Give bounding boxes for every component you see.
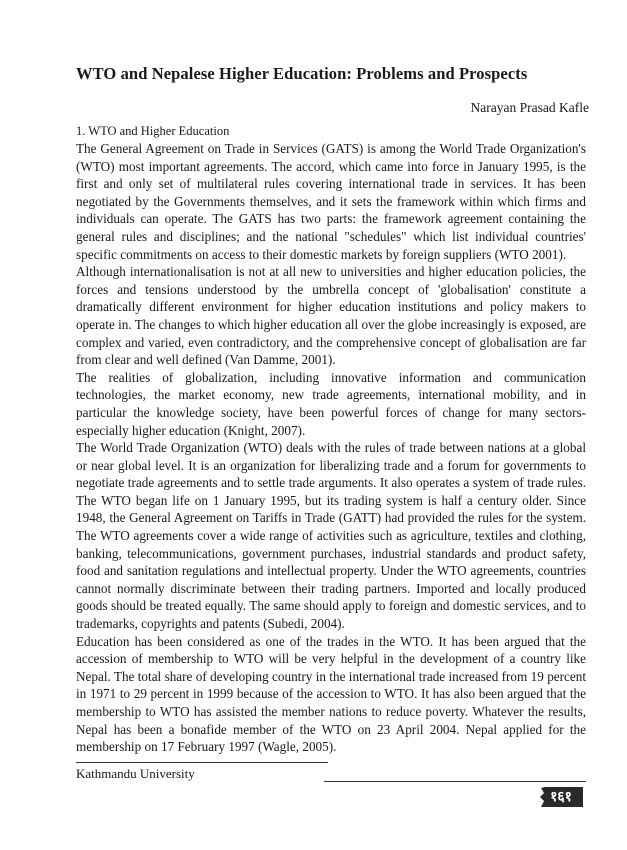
page-number: १६१ (550, 789, 572, 805)
paragraph-internationalisation: Although internationalisation is not at all new to universities and higher education policies, the forces and tensions understood by the umbrella concept of 'globalisation' constitute a dramatically different environment for higher education institutions and policy makers to operate in. The changes to which higher education all over the globe increasingly is exposed, are complex and varied, even contradictory, and the comprehensive concept of globalisation are far from clear and well defined (Van Damme, 2001). (76, 264, 586, 368)
paragraph-globalization: The realities of globalization, including innovative information and communication technologies, the market economy, new trade agreements, international mobility, and in particular the knowledge society, have been powerful forces of change for many sectors-especially higher education (Knight, 2007). (76, 369, 586, 438)
footer-divider-short (76, 762, 328, 763)
section-heading: 1. WTO and Higher Education (76, 124, 230, 138)
paragraph-wto-rules: The World Trade Organization (WTO) deals with the rules of trade between nations at a global or near global level. It is an organization for liberalizing trade and a forum for governments to negotiate trade agreements and to settle trade arguments. It also operates a system of trade rules. The WTO began life on 1 January 1995, but its trading system is half a century older. Since 1948, the General Agreement on Tariffs in Trade (GATT) had provided the rules for the system. The WTO agreements cover a wide range of activities such as agriculture, textiles and clothing, banking, telecommunications, government purchases, industrial standards and product safety, food and sanitation regulations and intellectual property. Under the WTO agreements, countries cannot normally discriminate between their trading partners. Imported and locally produced goods should be treated equally. The same should apply to foreign and domestic services, and to trademarks, copyrights and patents (Subedi, 2004). (76, 440, 586, 632)
paragraph-gats: The General Agreement on Trade in Services (GATS) is among the World Trade Organization's (WTO) most important agreements. The accord, which came into force in January 1995, is the first and only set of multilateral rules covering international trade in services. It has been negotiated by the Governments themselves, and it sets the framework within which firms and individuals can operate. The GATS has two parts: the framework agreement containing the general rules and disciplines; and the national "schedules" which list individual countries' specific commitments on access to their domestic markets by foreign suppliers (WTO 2001). (76, 141, 586, 262)
author-name: Narayan Prasad Kafle (470, 100, 589, 115)
footer-institution: Kathmandu University (76, 766, 195, 781)
paper-title: WTO and Nepalese Higher Education: Problems and Prospects (76, 64, 528, 83)
footer-divider-long (324, 781, 586, 782)
body-text (76, 140, 586, 756)
paragraph-education-trade: Education has been considered as one of the trades in the WTO. It has been argued that the accession of membership to WTO will be very helpful in the development of a country like Nepal. The total share of developing country in the international trade increased from 19 percent in 1971 to 29 percent in 1999 because of the accession to WTO. It has also been argued that the membership to WTO has assisted the member nations to reduce poverty. Whatever the results, Nepal has been a bonafide member of the WTO on 23 April 2004. Nepal applied for the membership on 17 February 1997 (Wagle, 2005). (76, 633, 586, 755)
